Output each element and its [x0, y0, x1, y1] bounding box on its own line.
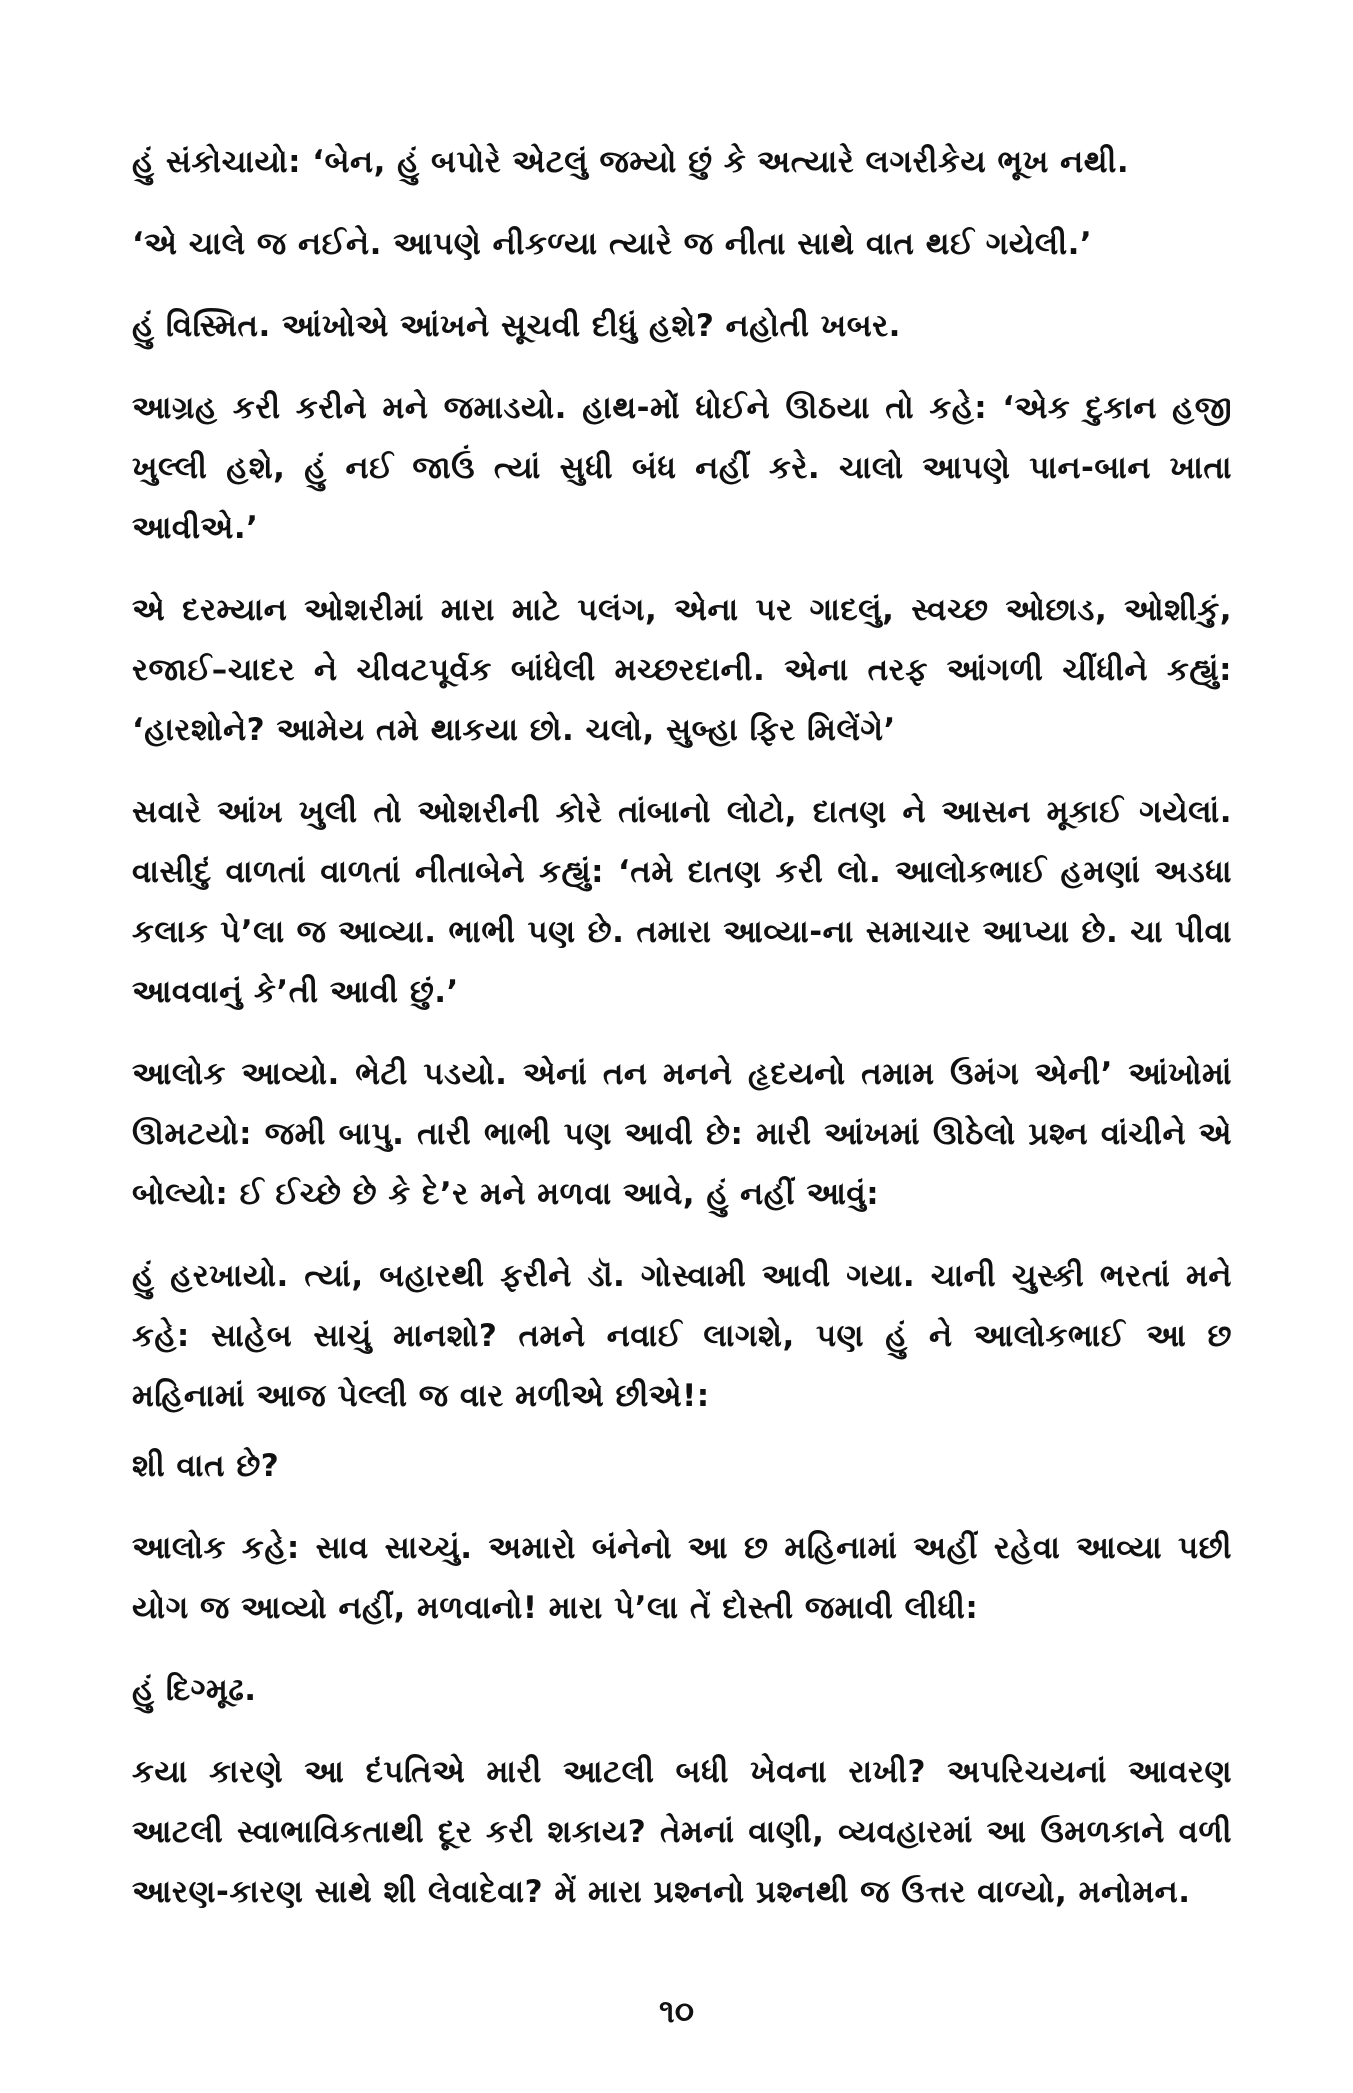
paragraph-1: હું સંકોચાયો: ‘બેન, હું બપોરે એટલું જમ્યો છું કે અત્યારે લગરીકેય ભૂખ નથી.: [132, 144, 1130, 180]
paragraph-12: કયા કારણે આ દંપતિએ મારી આટલી બધી ખેવના રાખી? અપરિચયનાં આવરણ આટલી સ્વાભાવિકતાથી દૂર કરી શકાય? તેમનાં વાણી, વ્યવહારમાં આ ઉમળકાને વળી આરણ-કારણ સાથે શી લેવાદેવા? મેં મારા પ્રશ્નનો પ્રશ્નથી જ ઉત્તર વાળ્યો, મનોમન.: [132, 1754, 1232, 1910]
paragraph-5: એ દરમ્યાન ઓશરીમાં મારા માટે પલંગ, એના પર ગાદલું, સ્વચ્છ ઓછાડ, ઓશીકું, રજાઈ–ચાદર ને ચીવટપૂર્વક બાંધેલી મચ્છરદાની. એના તરફ આંગળી ચીંધીને કહ્યું: ‘હારશોને? આમેય તમે થાકયા છો. ચલો, સુબ્હા ફિર મિલેંગે’: [132, 592, 1232, 748]
paragraph-10: આલોક કહે: સાવ સાચ્ચું. અમારો બંનેનો આ છ મહિનામાં અહીં રહેવા આવ્યા પછી યોગ જ આવ્યો નહીં, મળવાનો! મારા પે’લા તેં દોસ્તી જમાવી લીધી:: [132, 1530, 1232, 1626]
page-number: ૧૦: [659, 1992, 694, 2030]
paragraph-7: આલોક આવ્યો. ભેટી પડયો. એનાં તન મનને હૃદયનો તમામ ઉમંગ એની’ આંખોમાં ઊમટયો: જમી બાપુ. તારી ભાભી પણ આવી છે: મારી આંખમાં ઊઠેલો પ્રશ્ન વાંચીને એ બોલ્યો: ઈ ઈચ્છે છે કે દે’ર મને મળવા આવે, હું નહીં આવું:: [132, 1056, 1232, 1212]
page-body-text: [132, 132, 1232, 1944]
paragraph-3: હું વિસ્મિત. આંખોએ આંખને સૂચવી દીધું હશે? નહોતી ખબર.: [132, 308, 901, 344]
paragraph-11: હું દિગ્મૂઢ.: [132, 1672, 257, 1708]
paragraph-8: હું હરખાયો. ત્યાં, બહારથી ફરીને ડૉ. ગોસ્વામી આવી ગયા. ચાની ચુસ્કી ભરતાં મને કહે: સાહેબ સાચું માનશો? તમને નવાઈ લાગશે, પણ હું ને આલોકભાઈ આ છ મહિનામાં આજ પેલ્લી જ વાર મળીએ છીએ!:: [132, 1258, 1232, 1414]
paragraph-6: સવારે આંખ ખુલી તો ઓશરીની કોરે તાંબાનો લોટો, દાતણ ને આસન મૂકાઈ ગયેલાં. વાસીદું વાળતાં વાળતાં નીતાબેને કહ્યું: ‘તમે દાતણ કરી લો. આલોકભાઈ હમણાં અડધા કલાક પે’લા જ આવ્યા. ભાભી પણ છે. તમારા આવ્યા-ના સમાચાર આપ્યા છે. ચા પીવા આવવાનું કે’તી આવી છું.’: [132, 794, 1232, 1010]
paragraph-2: ‘એ ચાલે જ નઈને. આપણે નીકળ્યા ત્યારે જ નીતા સાથે વાત થઈ ગયેલી.’: [132, 226, 1093, 262]
paragraph-4: આગ્રહ કરી કરીને મને જમાડયો. હાથ-મોં ધોઈને ઊઠયા તો કહે: ‘એક દુકાન હજી ખુલ્લી હશે, હું નઈ જાઉં ત્યાં સુધી બંધ નહીં કરે. ચાલો આપણે પાન-બાન ખાતા આવીએ.’: [132, 390, 1232, 546]
paragraph-9: શી વાત છે?: [132, 1448, 280, 1484]
